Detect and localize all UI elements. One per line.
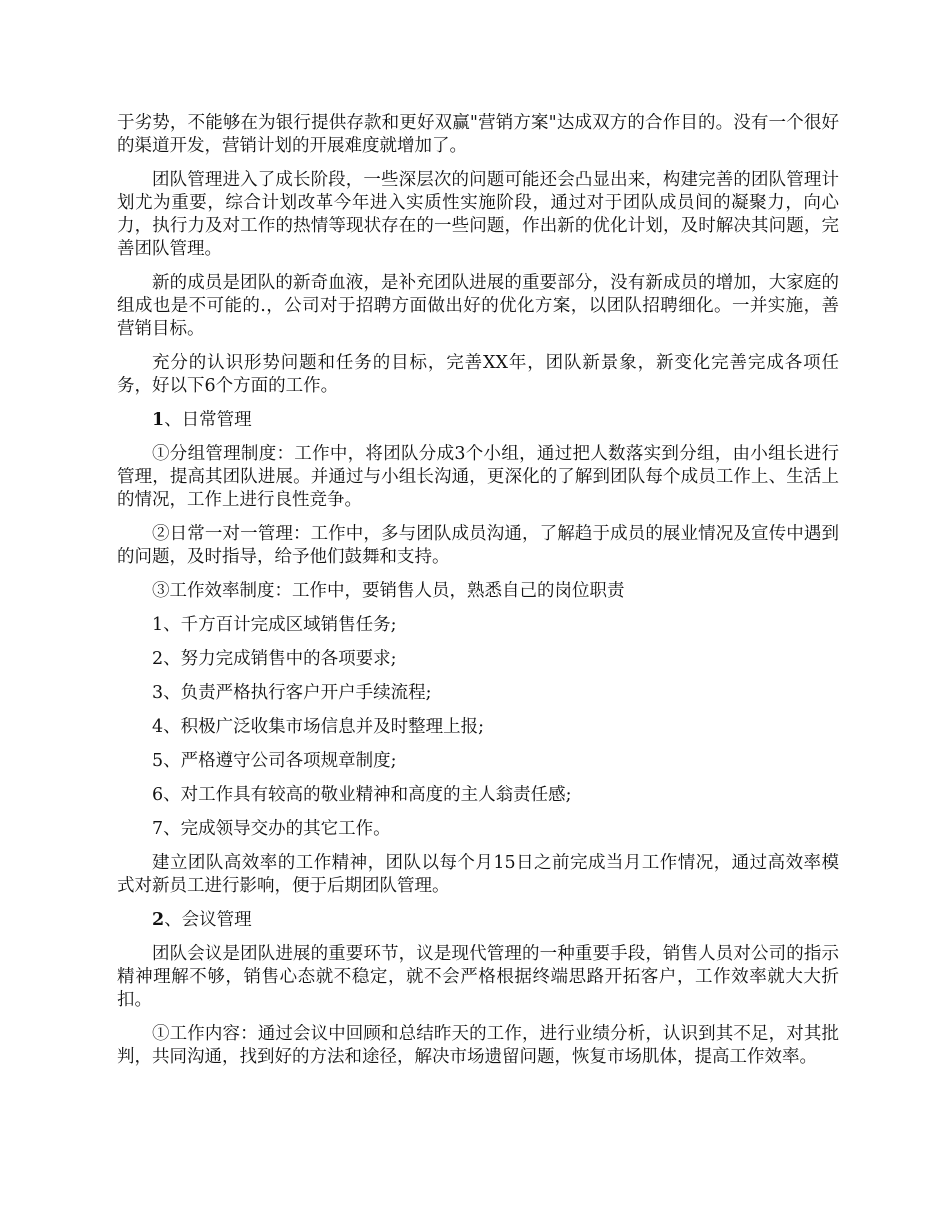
paragraph-efficiency-system: ③工作效率制度：工作中，要销售人员，熟悉自己的岗位职责 (152, 581, 625, 601)
paragraph-team-management: 团队管理进入了成长阶段，一些深层次的问题可能还会凸显出来，构建完善的团队管理计划尤为重要，综合计划改革今年进入实质性实施阶段，通过对于团队成员间的凝聚力，向心力，执行力及对工作的热情等现状存在的一些问题，作出新的优化计划，及时解决其问题，完善团队管理。 (117, 170, 839, 259)
document-body (117, 112, 839, 1080)
section-number: 2 (152, 910, 165, 930)
paragraph-group-management: ①分组管理制度：工作中，将团队分成3个小组，通过把人数落实到分组，由小组长进行管理，提高其团队进展。并通过与小组长沟通，更深化的了解到团队每个成员工作上、生活上的情况，工作上进行良性竞争。 (117, 444, 839, 510)
paragraph-new-members: 新的成员是团队的新奇血液，是补充团队进展的重要部分，没有新成员的增加，大家庭的组成也是不可能的.，公司对于招聘方面做出好的优化方案，以团队招聘细化。一并实施，善营销目标。 (117, 273, 839, 339)
list-item: 1、千方百计完成区域销售任务; (152, 615, 397, 635)
list-item: 3、负责严格执行客户开户手续流程; (152, 683, 432, 703)
list-item: 4、积极广泛收集市场信息并及时整理上报; (152, 717, 485, 737)
paragraph-team-meeting: 团队会议是团队进展的重要环节，议是现代管理的一种重要手段，销售人员对公司的指示精神理解不够，销售心态就不稳定，就不会严格根据终端思路开拓客户，工作效率就大大折扣。 (117, 944, 839, 1010)
paragraph-efficiency-spirit: 建立团队高效率的工作精神，团队以每个月15日之前完成当月工作情况，通过高效率模式对新员工进行影响，便于后期团队管理。 (117, 853, 839, 896)
list-item: 2、努力完成销售中的各项要求; (152, 649, 397, 669)
section-number: 1 (152, 410, 165, 430)
list-item: 7、完成领导交办的其它工作。 (152, 819, 391, 839)
paragraph-goals: 充分的认识形势问题和任务的目标，完善XX年，团队新景象，新变化完善完成各项任务，好以下6个方面的工作。 (117, 353, 839, 396)
section-title: 、日常管理 (164, 410, 252, 430)
paragraph-work-content: ①工作内容：通过会议中回顾和总结昨天的工作，进行业绩分析，认识到其不足，对其批判，共同沟通，找到好的方法和途径，解决市场遗留问题，恢复市场肌体，提高工作效率。 (117, 1024, 839, 1067)
section-title: 、会议管理 (164, 910, 252, 930)
paragraph-one-on-one: ②日常一对一管理：工作中，多与团队成员沟通，了解趋于成员的展业情况及宣传中遇到的问题，及时指导，给予他们鼓舞和支持。 (117, 524, 839, 567)
section-heading-daily-management (117, 409, 839, 432)
paragraph-continued: 于劣势，不能够在为银行提供存款和更好双赢"营销方案"达成双方的合作目的。没有一个很好的渠道开发，营销计划的开展难度就增加了。 (117, 113, 839, 156)
list-item: 5、严格遵守公司各项规章制度; (152, 751, 397, 771)
section-heading-meeting-management (117, 909, 839, 932)
list-item: 6、对工作具有较高的敬业精神和高度的主人翁责任感; (152, 785, 572, 805)
